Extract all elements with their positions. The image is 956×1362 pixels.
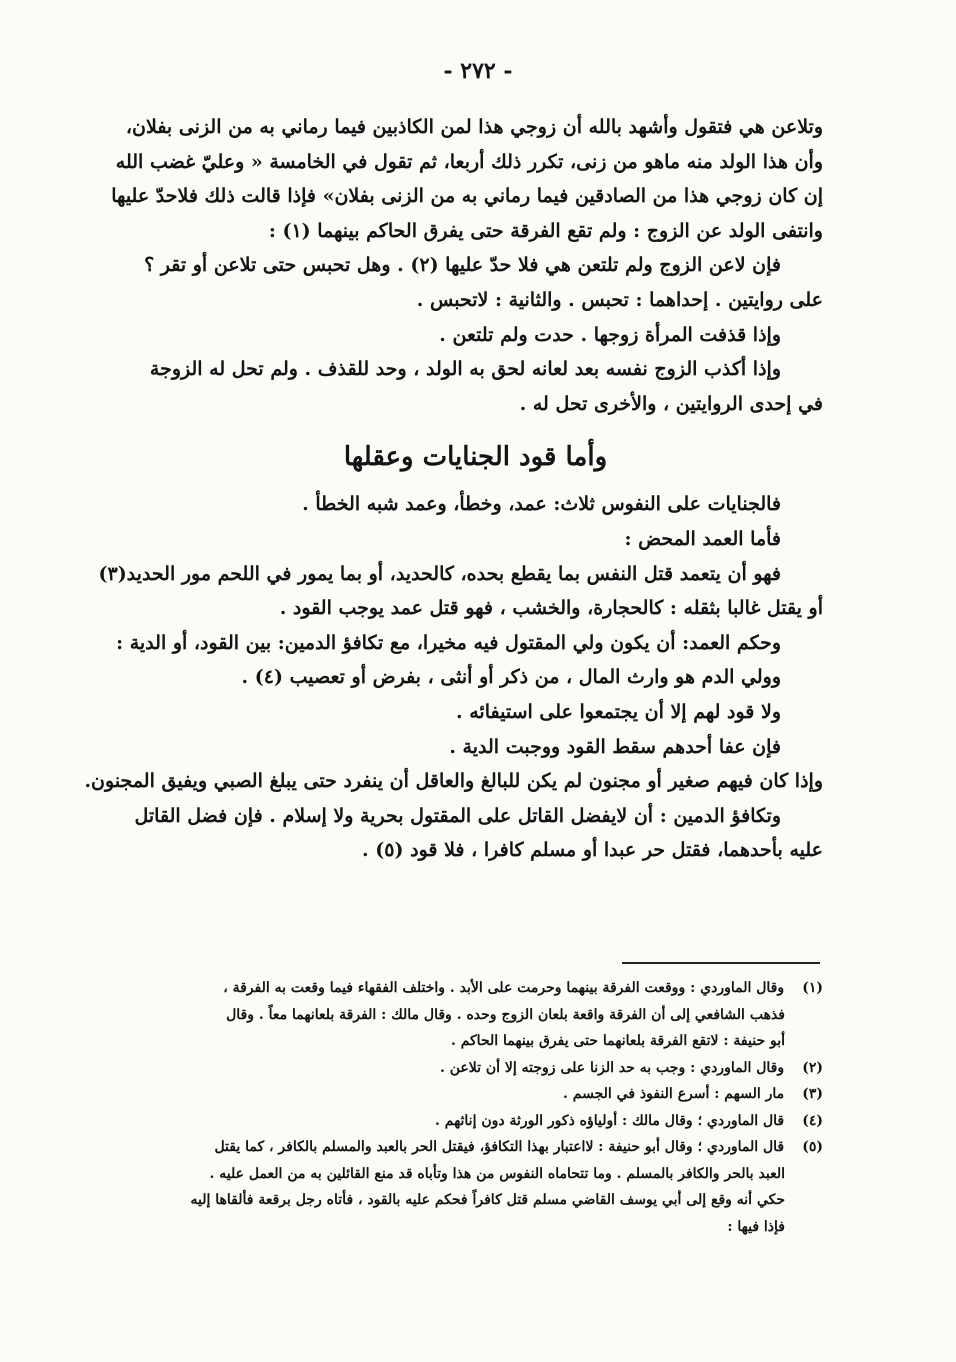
text-line: وانتفى الولد عن الزوج : ولم تقع الفرقة حتى يفرق الحاكم بينهما (١) : [268,219,823,242]
text-line: وتكافؤ الدمين : أن لايفضل القاتل على المقتول بحرية ولا إسلام . فإن فضل القاتل [134,804,781,827]
text-line: فإن لاعن الزوج ولم تلتعن هي فلا حدّ عليها (٢) . وهل تحبس حتى تلاعن أو تقر ؟ [144,254,781,277]
footnote-number: (١) [802,980,823,996]
text-line: فإن عفا أحدهم سقط القود ووجبت الدية . [449,735,781,758]
text-line: فالجنايات على النفوس ثلاث: عمد، وخطأ، وعمد شبه الخطأ . [302,493,781,516]
text-line: في إحدى الروايتين ، والأخرى تحل له . [519,392,823,415]
footnote-line [128,1108,823,1135]
footnote-line [128,975,823,1002]
text-line: فهو أن يتعمد قتل النفس بما يقطع بحده، كالحديد، أو بما يمور في اللحم مور الحديد(٣) [98,562,781,585]
text-line: وولي الدم هو وارث المال ، من ذكر أو أنثى ، بفرض أو تعصيب (٤) . [241,666,781,689]
footnote-number: (٥) [802,1139,823,1155]
page-number: - ٢٧٢ - [443,58,513,84]
footnote-text: قال الماوردي ؛ وقال مالك : أولياؤه ذكور الورثة دون إناثهم . [435,1112,785,1129]
text-line: أو يقتل غالبا بثقله : كالحجارة، والخشب ، فهو قتل عمد يوجب القود . [279,597,823,620]
footnote-number: (٤) [802,1112,823,1129]
text-line: فأما العمد المحض : [624,527,781,550]
text-line: إن كان زوجي هذا من الصادقين فيما رماني به من الزنى بفلان» فإذا قالت ذلك فلاحدّ عليها [111,185,823,208]
footnotes [128,975,823,1240]
footnote-line: فإذا فيها : [727,1218,785,1235]
footnote-divider [622,962,820,964]
footnote-number: (٢) [802,1059,823,1076]
text-line: وحكم العمد: أن يكون ولي المقتول فيه مخيرا، مع تكافؤ الدمين: بين القود، أو الدية : [116,631,781,654]
footnote-line: العبد بالحر والكافر بالمسلم . وما تتحاماه النفوس من هذا وتأباه قد منع القائلين به من العمل عليه . [209,1165,785,1182]
footnote-text: وقال الماوردي : وجب به حد الزنا على زوجته إلا أن تلاعن . [439,1059,785,1076]
text-line: عليه بأحدهما، فقتل حر عبدا أو مسلم كافرا ، فلا قود (٥) . [362,839,823,862]
text-line: وإذا قذفت المرأة زوجها . حدت ولم تلتعن . [439,323,781,346]
text-line: ولا قود لهم إلا أن يجتمعوا على استيفائه . [456,700,781,723]
footnote-line [128,1081,823,1108]
footnote-number: (٣) [802,1086,823,1102]
text-line: وإذا كان فيهم صغير أو مجنون لم يكن للبالغ والعاقل أن ينفرد حتى يبلغ الصبي ويفيق المجنون. [84,770,823,793]
footnote-text: قال الماوردي ؛ وقال أبو حنيفة : لااعتبار بهذا التكافؤ، فيقتل الحر بالعبد والمسلم بالكافر ، كما يقتل [214,1139,785,1155]
footnote-line: حكي أنه وقع إلى أبي يوسف القاضي مسلم قتل كافراً فحكم عليه بالقود ، فأتاه رجل برقعة فألقاها إليه [190,1192,785,1208]
text-line: على روايتين . إحداهما : تحبس . والثانية : لاتحبس . [416,288,823,311]
section-heading: وأما قود الجنايات وعقلها [343,442,608,473]
footnote-line [128,1134,823,1161]
text-line: وأن هذا الولد منه ماهو من زنى، تكرر ذلك أربعا، ثم تقول في الخامسة « وعليّ غضب الله [115,150,823,173]
footnote-line: أبو حنيفة : لاتقع الفرقة بلعانهما حتى يفرق بينهما الحاكم . [450,1033,785,1049]
text-line: وإذا أكذب الزوج نفسه بعد لعانه لحق به الولد ، وحد للقذف . ولم تحل له الزوجة [149,358,781,381]
text-line: وتلاعن هي فتقول وأشهد بالله أن زوجي هذا لمن الكاذبين فيما رماني به من الزنى بفلان، [125,116,823,138]
footnote-text: مار السهم : أسرع النفوذ في الجسم . [563,1086,785,1102]
footnote-line [128,1055,823,1082]
footnote-line: فذهب الشافعي إلى أن الفرقة واقعة بلعان الزوج وحده . وقال مالك : الفرقة بلعانهما معاً . وقال [226,1006,785,1023]
footnote-text: وقال الماوردي : ووقعت الفرقة بينهما وحرمت على الأبد . واختلف الفقهاء فيما وقعت به الفرقة ، [223,980,785,996]
main-text [84,110,823,868]
